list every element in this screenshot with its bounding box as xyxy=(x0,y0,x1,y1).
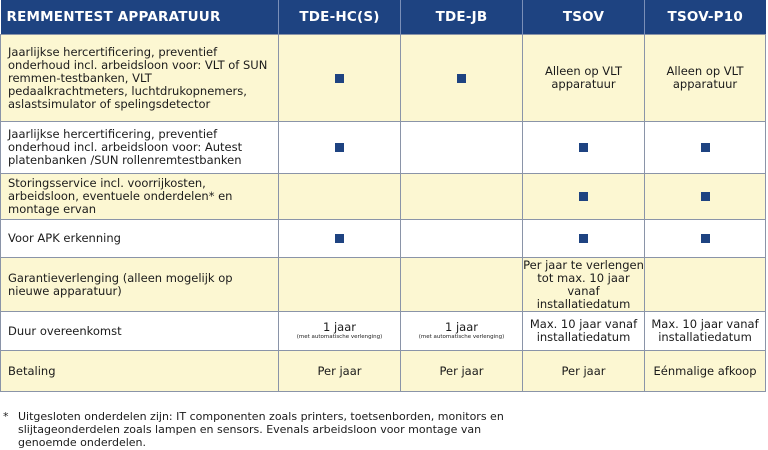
table-cell xyxy=(645,258,766,312)
table-cell xyxy=(645,35,766,122)
row-label: Duur overeenkomst xyxy=(1,312,279,351)
cell-text: Per jaar te verlengen tot max. 10 jaar vanaf installatiedatum xyxy=(523,257,644,311)
table-row xyxy=(1,258,766,312)
table-cell xyxy=(645,312,766,351)
checkmark-square-icon xyxy=(579,234,588,243)
checkmark-square-icon xyxy=(579,192,588,201)
footnote-marker: * xyxy=(3,410,9,423)
checkmark-square-icon xyxy=(335,143,344,152)
header-col-tde-hcs: TDE-HC(S) xyxy=(279,0,401,35)
checkmark-square-icon xyxy=(579,143,588,152)
table-row xyxy=(1,220,766,258)
table-cell xyxy=(279,220,401,258)
row-label: Jaarlijkse hercertificering, preventief onderhoud incl. arbeidsloon voor: Autest platenbanken /SUN rollenremtestbanken xyxy=(1,122,279,174)
cell-text: Alleen op VLT apparatuur xyxy=(544,64,623,91)
table-cell xyxy=(401,122,523,174)
checkmark-square-icon xyxy=(701,143,710,152)
header-row xyxy=(1,0,766,35)
table-cell xyxy=(401,258,523,312)
table-cell xyxy=(279,258,401,312)
cell-text: Per jaar xyxy=(317,363,362,378)
checkmark-square-icon xyxy=(335,74,344,83)
row-label: Storingsservice incl. voorrijkosten, arbeidsloon, eventuele onderdelen* en montage ervan xyxy=(1,174,279,220)
table-row xyxy=(1,35,766,122)
table-cell xyxy=(401,174,523,220)
footnote-text: Uitgesloten onderdelen zijn: IT componenten zoals printers, toetsenborden, monitors en slijtageonderdelen zoals lampen en sensors. Evenals arbeidsloon voor montage van genoemde onderdelen. xyxy=(18,410,504,449)
cell-subtext: (met automatische verlenging) xyxy=(418,334,505,340)
table-cell xyxy=(279,351,401,392)
cell-text: Max. 10 jaar vanaf installatiedatum xyxy=(529,317,638,344)
cell-subtext: (met automatische verlenging) xyxy=(296,334,383,340)
table-row xyxy=(1,122,766,174)
table-cell xyxy=(645,122,766,174)
table-cell xyxy=(523,312,645,351)
table-row xyxy=(1,312,766,351)
checkmark-square-icon xyxy=(457,74,466,83)
table-cell xyxy=(401,35,523,122)
table-cell xyxy=(523,35,645,122)
cell-text: Per jaar xyxy=(439,363,484,378)
checkmark-square-icon xyxy=(701,234,710,243)
cell-text: Alleen op VLT apparatuur xyxy=(666,64,744,91)
header-title: REMMENTEST APPARATUUR xyxy=(1,0,279,35)
row-label: Jaarlijkse hercertificering, preventief onderhoud incl. arbeidsloon voor: VLT of SUN remmen-testbanken, VLT pedaalkrachtmeters, luchtdrukopnemers, aslastsimulator of spelingsdetector xyxy=(1,35,279,122)
cell-text: Per jaar xyxy=(561,363,606,378)
table-cell xyxy=(279,174,401,220)
row-label: Voor APK erkenning xyxy=(1,220,279,258)
cell-text: 1 jaar xyxy=(445,320,478,334)
table-cell xyxy=(279,122,401,174)
cell-text: Eénmalige afkoop xyxy=(653,363,757,378)
table-cell xyxy=(523,174,645,220)
table-row xyxy=(1,174,766,220)
checkmark-square-icon xyxy=(701,192,710,201)
cell-text: 1 jaar xyxy=(323,320,356,334)
table-cell xyxy=(401,351,523,392)
table-cell xyxy=(401,220,523,258)
table-cell xyxy=(523,258,645,312)
table-cell xyxy=(645,351,766,392)
cell-text: Max. 10 jaar vanaf installatiedatum xyxy=(651,317,759,344)
row-label: Garantieverlenging (alleen mogelijk op nieuwe apparatuur) xyxy=(1,258,279,312)
table-cell xyxy=(645,220,766,258)
table-cell xyxy=(401,312,523,351)
checkmark-square-icon xyxy=(335,234,344,243)
header-col-tsov: TSOV xyxy=(523,0,645,35)
row-label: Betaling xyxy=(1,351,279,392)
table-cell xyxy=(279,35,401,122)
table-cell xyxy=(523,122,645,174)
table-cell xyxy=(523,220,645,258)
table-cell xyxy=(279,312,401,351)
table-cell xyxy=(645,174,766,220)
header-col-tde-jb: TDE-JB xyxy=(401,0,523,35)
header-col-tsov-p10: TSOV-P10 xyxy=(645,0,766,35)
table-row xyxy=(1,351,766,392)
table-cell xyxy=(523,351,645,392)
